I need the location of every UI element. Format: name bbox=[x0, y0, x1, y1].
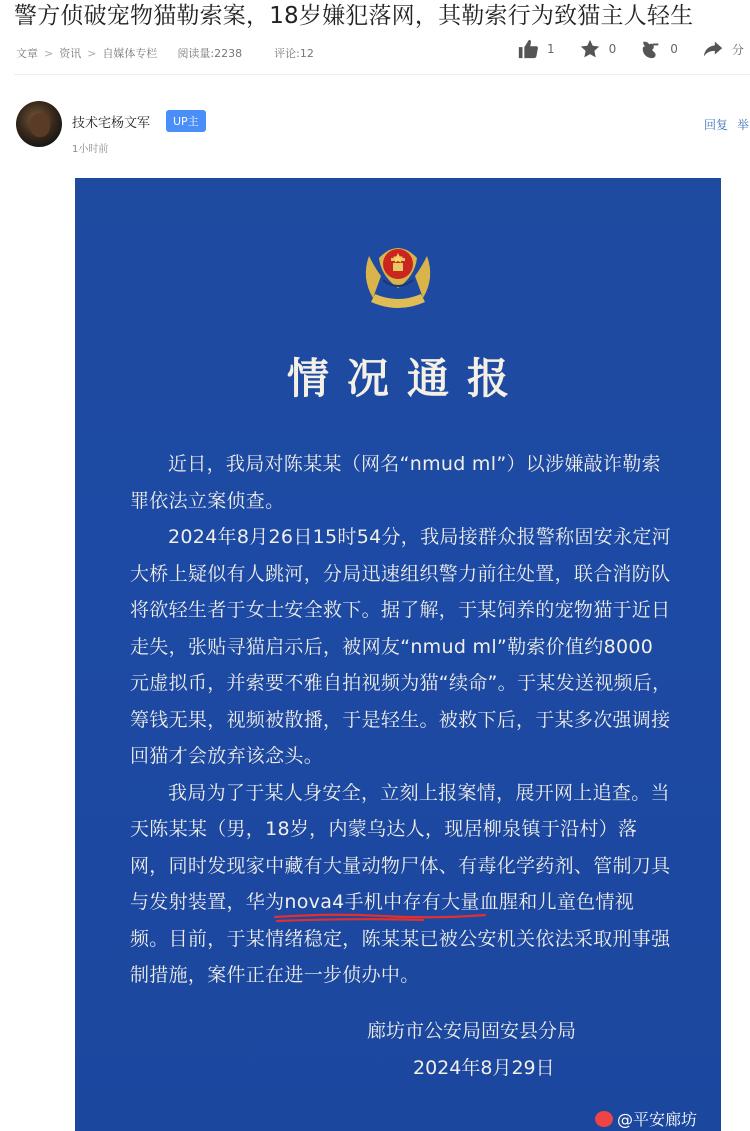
red-underline-mark bbox=[273, 911, 488, 925]
article-actions bbox=[517, 38, 750, 60]
like-button[interactable] bbox=[517, 38, 555, 60]
share-label: 分 bbox=[731, 42, 744, 57]
notice-signature: 廊坊市公安局固安县分局 bbox=[367, 1020, 577, 1042]
comment-count: 评论:12 bbox=[274, 47, 314, 60]
favorite-count: 0 bbox=[608, 42, 617, 56]
share-arrow-icon bbox=[702, 38, 724, 60]
breadcrumb bbox=[16, 45, 314, 61]
notice-image bbox=[75, 178, 721, 1131]
weibo-icon bbox=[595, 1111, 613, 1127]
breadcrumb-item-news[interactable]: 资讯 bbox=[59, 47, 82, 60]
report-link[interactable]: 举 bbox=[737, 118, 750, 132]
article-title: 警方侦破宠物猫勒索案，18岁嫌犯落网，其勒索行为致猫主人轻生 bbox=[14, 3, 694, 29]
avatar[interactable] bbox=[16, 101, 62, 147]
notice-paragraph: 近日，我局对陈某某（网名“nmud ml”）以涉嫌敲诈勒索罪依法立案侦查。 bbox=[130, 453, 661, 512]
breadcrumb-item-article[interactable]: 文章 bbox=[16, 47, 38, 60]
author-name[interactable]: 技术宅杨文军 bbox=[72, 116, 151, 131]
police-emblem-icon bbox=[353, 228, 443, 318]
post-actions bbox=[704, 116, 750, 133]
notice-paragraph: 我局为了于某人身安全，立刻上报案情，展开网上追查。当天陈某某（男，18岁，内蒙乌达人，现居柳泉镇于沿村）落网，同时发现家中藏有大量动物尸体、有毒化学药剂、管制刀具与发射装置，华为nova4手机中存有大量血腥和儿童色情视频。目前，于某情绪稳定，陈某某已被公安机关依法采取刑事强制措施，案件正在进一步侦办中。 bbox=[130, 781, 671, 986]
reward-icon bbox=[640, 38, 662, 60]
reply-link[interactable]: 回复 bbox=[704, 118, 729, 132]
breadcrumb-item-column[interactable]: 自媒体专栏 bbox=[102, 47, 158, 60]
up-badge: UP主 bbox=[166, 110, 206, 132]
read-count: 阅读量:2238 bbox=[177, 47, 243, 60]
post-time: 1小时前 bbox=[72, 144, 109, 155]
star-icon bbox=[579, 38, 601, 60]
favorite-button[interactable] bbox=[579, 38, 617, 60]
notice-paragraph: 2024年8月26日15时54分，我局接群众报警称固安永定河大桥上疑似有人跳河，分局迅速组织警力前往处置，联合消防队将欲轻生者于女士安全救下。据了解，于某饲养的宠物猫于近日走失，张贴寻猫启示后，被网友“nmud ml”勒索价值约8000元虚拟币，并索要不雅自拍视频为猫“续命”。于某发送视频后，筹钱无果，视频被散播，于是轻生。被救下后，于某多次强调接回猫才会放弃该念头。 bbox=[130, 526, 672, 767]
thumbs-up-icon bbox=[517, 38, 539, 60]
reward-button[interactable] bbox=[640, 38, 678, 60]
share-button[interactable] bbox=[702, 38, 744, 60]
watermark-text: @平安廊坊 bbox=[617, 1110, 698, 1129]
like-count: 1 bbox=[547, 42, 555, 56]
notice-heading: 情况通报 bbox=[286, 354, 527, 403]
breadcrumb-separator: > bbox=[44, 46, 54, 60]
breadcrumb-separator: > bbox=[87, 46, 97, 60]
notice-date: 2024年8月29日 bbox=[413, 1057, 555, 1079]
header-divider bbox=[14, 74, 750, 75]
weibo-watermark bbox=[595, 1107, 697, 1130]
reward-count: 0 bbox=[670, 42, 678, 56]
